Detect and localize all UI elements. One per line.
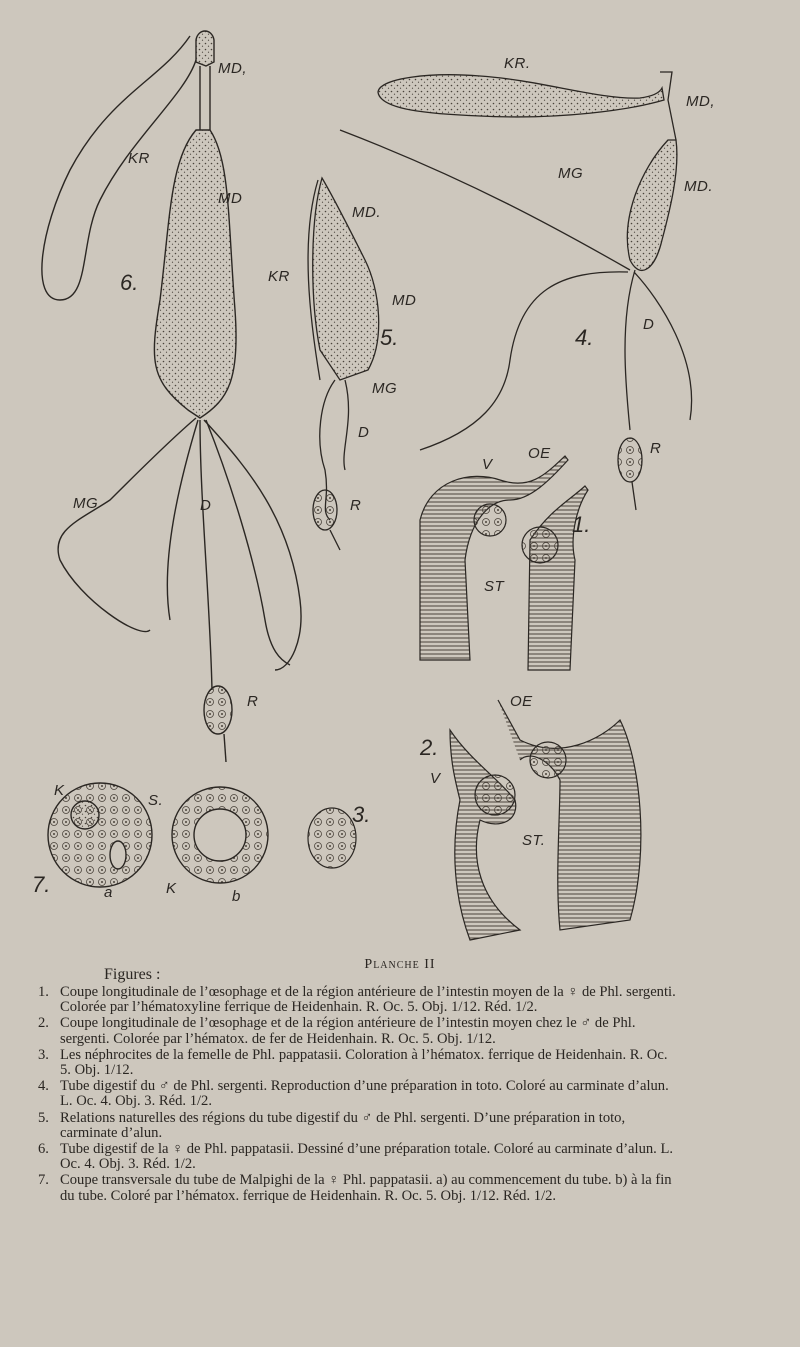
caption-item (38, 1079, 680, 1109)
label-k-fig7a: K (54, 782, 65, 799)
label-v-fig2: V (430, 770, 441, 787)
label-mg-fig4: MG (558, 165, 584, 182)
caption-number: 7. (38, 1172, 49, 1189)
label-md-fig6: MD (218, 190, 243, 207)
label-md-fig5: MD (392, 292, 417, 309)
figure-number-3: 3. (352, 802, 371, 827)
figure-4-drawing (340, 72, 692, 510)
label-v-fig1: V (482, 456, 493, 473)
caption-item (38, 1016, 680, 1046)
label-md-fig6-top: MD, (218, 60, 247, 77)
caption-number: 5. (38, 1109, 49, 1126)
caption-number: 6. (38, 1141, 49, 1158)
caption-item (38, 1142, 680, 1172)
figure-number-5: 5. (380, 325, 399, 350)
figures-heading: Figures : (104, 966, 161, 983)
caption-text: Coupe transversale du tube de Malpighi de la ♀ Phl. pappatasii. a) au commencement du tube. b) à la fin du tube. Coloré par l’hématox. ferrique de Heidenhain. R. Oc. 5. Obj. 1/12. Réd. 1/2. (60, 1172, 672, 1204)
caption-text: Les néphrocites de la femelle de Phl. pappatasii. Coloration à l’hématox. ferrique de Heidenhain. R. Oc. 5. Obj. 1/12. (60, 1046, 668, 1079)
label-r-fig4: R (650, 440, 662, 457)
caption-text: Relations naturelles des régions du tube digestif du ♂ de Phl. sergenti. D’une préparation in toto, carminate d’alun. (60, 1109, 626, 1141)
figure-number-2: 2. (420, 735, 439, 760)
label-kr-fig5: KR (268, 268, 290, 285)
plate-title: Planche II (364, 957, 436, 972)
label-st-fig2: ST. (522, 832, 546, 849)
figure-5-drawing (308, 178, 379, 550)
figure-number-6: 6. (120, 270, 139, 295)
label-b-fig7b: b (232, 888, 241, 905)
label-oe-fig2: OE (510, 693, 533, 710)
figure-number-1: 1. (572, 512, 591, 537)
label-mg-fig6: MG (73, 495, 99, 512)
figure-6-drawing (42, 31, 301, 762)
caption-text: Coupe longitudinale de l’œsophage et de la région antérieure de l’intestin moyen chez le ♂ de Phl. sergenti. Colorée par l’hématox. de fer de Heidenhain. R. Oc. 5. Obj. 1/12. (60, 1015, 636, 1047)
label-md-fig5-top: MD. (352, 204, 381, 221)
label-md-fig4: MD. (684, 178, 713, 195)
figure-2-drawing (450, 700, 641, 940)
caption-item (38, 985, 680, 1015)
label-kr-fig6: KR (128, 150, 150, 167)
label-kr-fig4: KR. (504, 55, 531, 72)
caption-text: Coupe longitudinale de l’œsophage et de la région antérieure de l’intestin moyen de la ♀ de Phl. sergenti. Colorée par l’hématoxyline ferrique de Heidenhain. R. Oc. 5. Obj. 1/12. Réd. 1/2. (60, 984, 676, 1016)
label-s-fig7a: S. (148, 792, 164, 809)
label-k-fig7b: K (166, 880, 177, 897)
label-d-fig4: D (643, 316, 655, 333)
figure-number-7: 7. (32, 872, 51, 897)
caption-number: 1. (38, 984, 49, 1000)
label-st-fig1: ST (484, 578, 505, 595)
caption-item (38, 1048, 680, 1078)
caption-text: Tube digestif du ♂ de Phl. sergenti. Reproduction d’une préparation in toto. Coloré au carminate d’alun. L. Oc. 4. Obj. 3. Réd. 1/2. (60, 1078, 669, 1110)
caption-number: 3. (38, 1046, 49, 1063)
figure-number-4: 4. (575, 325, 594, 350)
figure-1-drawing (420, 456, 591, 670)
caption-text: Tube digestif de la ♀ de Phl. pappatasii. Dessiné d’une préparation totale. Coloré au carminate d’alun. L. Oc. 4. Obj. 3. Réd. 1/2. (60, 1141, 674, 1173)
label-oe-fig1: OE (528, 445, 551, 462)
caption-number: 4. (38, 1078, 49, 1095)
label-a-fig7a: a (104, 884, 113, 901)
caption-number: 2. (38, 1015, 49, 1032)
label-r-fig5: R (350, 497, 362, 514)
figure-3-drawing (308, 808, 356, 868)
caption-list (38, 985, 680, 1205)
caption-item (38, 1111, 680, 1141)
label-md-fig4-top: MD, (686, 93, 715, 110)
label-d-fig5: D (358, 424, 370, 441)
caption-item (38, 1173, 680, 1203)
label-r-fig6: R (247, 693, 259, 710)
label-d-fig6: D (200, 497, 212, 514)
label-mg-fig5: MG (372, 380, 398, 397)
